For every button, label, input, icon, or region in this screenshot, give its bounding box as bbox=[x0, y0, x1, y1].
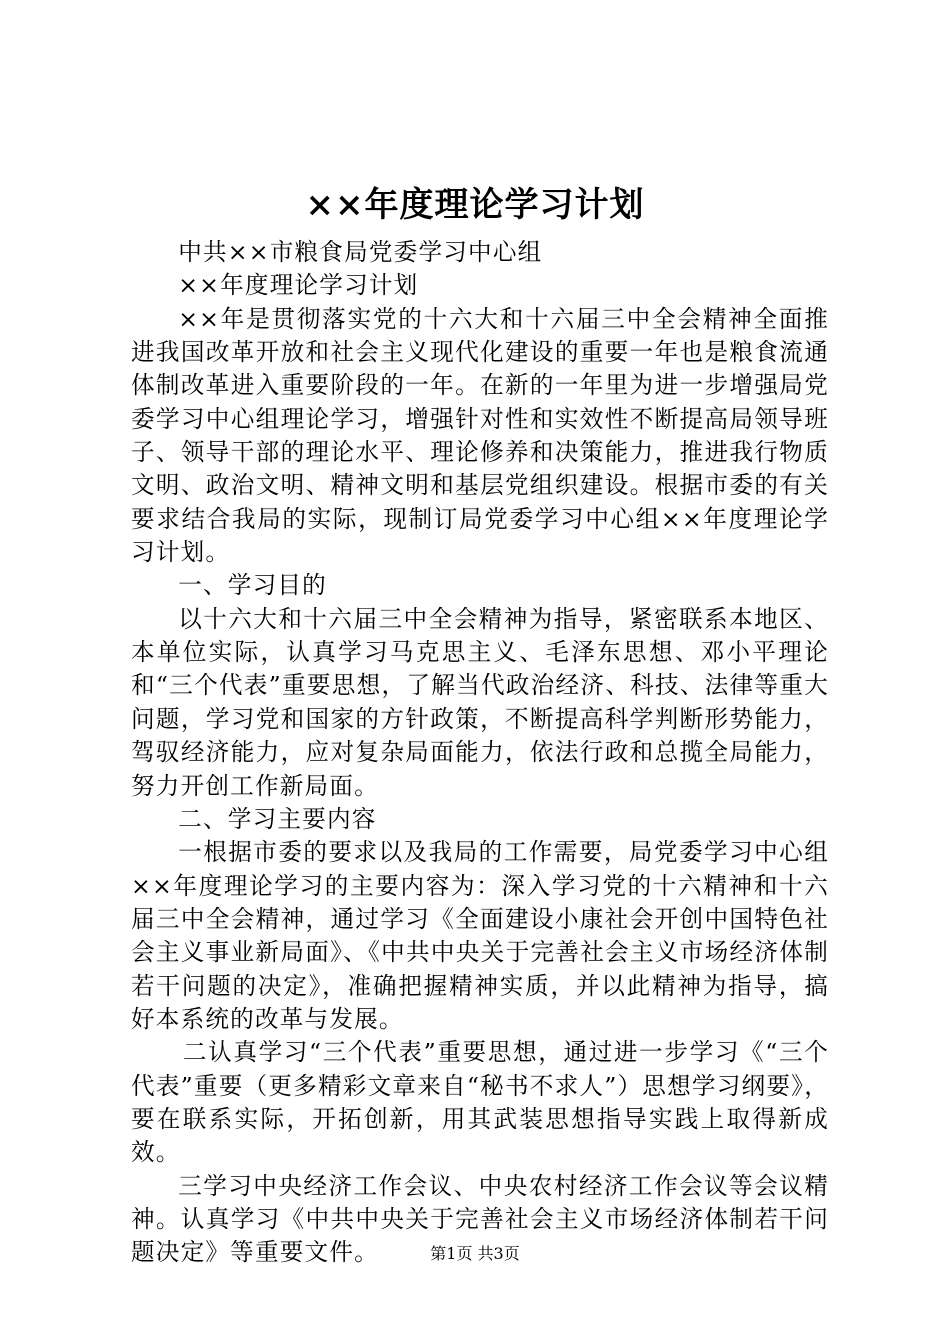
paragraph-organization: 中共××市粮食局党委学习中心组 bbox=[178, 238, 543, 266]
paragraph-content-item-1: 一根据市委的要求以及我局的工作需要，局党委学习中心组××年度理论学习的主要内容为：深入学习党的十六精神和十六届三中全会精神，通过学习《全面建设小康社会开创中国特色社会主义事业新局面》、《中共中央关于完善社会主义市场经济体制若干问题的决定》，准确把握精神实质，并以此精神为指导，搞好本系统的改革与发展。 bbox=[131, 838, 829, 1033]
document-title: ××年度理论学习计划 bbox=[305, 185, 645, 225]
section-heading-goal: 一、学习目的 bbox=[178, 571, 327, 600]
section-heading-content: 二、学习主要内容 bbox=[178, 804, 377, 833]
paragraph-content-item-3: 三学习中央经济工作会议、中央农村经济工作会议等会议精神。认真学习《中共中央关于完善社会主义市场经济体制若干问题决定》等重要文件。 bbox=[131, 1171, 829, 1267]
paragraph-goal: 以十六大和十六届三中全会精神为指导，紧密联系本地区、本单位实际，认真学习马克思主义、毛泽东思想、邓小平理论和“三个代表”重要思想，了解当代政治经济、科技、法律等重大问题，学习党和国家的方针政策，不断提高科学判断形势能力，驾驭经济能力，应对复杂局面能力，依法行政和总揽全局能力，努力开创工作新局面。 bbox=[131, 604, 829, 800]
page-indicator: 第1页 共3页 bbox=[430, 1244, 520, 1263]
paragraph-plan-name: ××年度理论学习计划 bbox=[178, 271, 419, 300]
paragraph-introduction: ××年是贯彻落实党的十六大和十六届三中全会精神全面推进我国改革开放和社会主义现代化建设的重要一年也是粮食流通体制改革进入重要阶段的一年。在新的一年里为进一步增强局党委学习中心组理论学习，增强针对性和实效性不断提高局领导班子、领导干部的理论水平、理论修养和决策能力，推进我行物质文明、政治文明、精神文明和基层党组织建设。根据市委的有关要求结合我局的实际，现制订局党委学习中心组××年度理论学习计划。 bbox=[131, 304, 829, 567]
document-body bbox=[131, 236, 829, 1270]
paragraph-content-item-2: 二认真学习“三个代表”重要思想，通过进一步学习《“三个代表”重要（更多精彩文章来自“秘书不求人”）思想学习纲要》，要在联系实际，开拓创新，用其武装思想指导实践上取得新成效。 bbox=[131, 1038, 829, 1167]
